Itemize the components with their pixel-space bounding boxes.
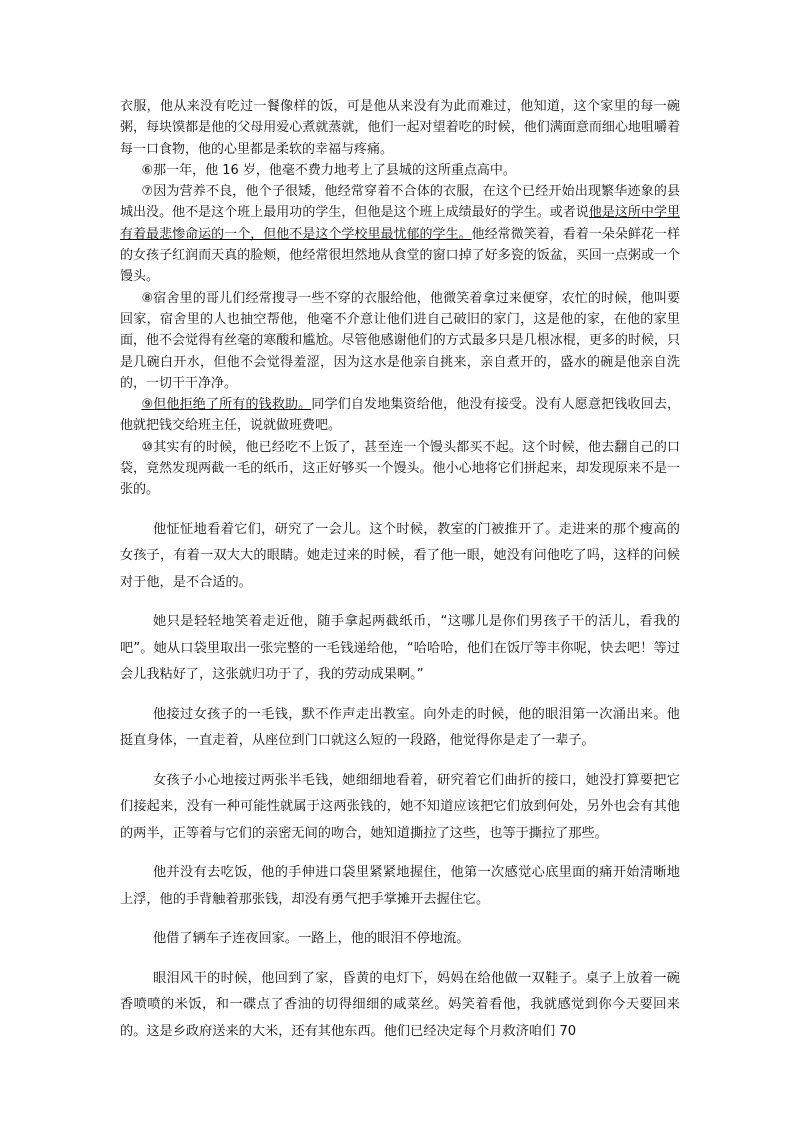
paragraph-lower-7: 眼泪风干的时候，他回到了家，昏黄的电灯下，妈妈在给他做一双鞋子。桌子上放着一碗香喷喷的米饭，和一碟点了香油的切得细细的咸菜丝。妈笑着看他，我就感觉到你今天要回来的。这是乡政府送来的大米，还有其他东西。他们已经决定每个月救济咱们 70 [120, 970, 680, 1039]
paragraph-7-text-b: 他经常微笑着，看着一朵朵鲜花一样的女孩子红润而天真的脸颊，他经常很坦然地从食堂的窗口掉了好多瓷的饭盆，买回一点粥或一个馒头。 [120, 226, 680, 285]
paragraph-7 [120, 181, 680, 287]
paragraph-lower-6: 他借了辆车子连夜回家。一路上，他的眼泪不停地流。 [153, 931, 470, 947]
paragraph-6: ⑥那一年，他 16 岁，他毫不费力地考上了县城的这所重点高中。 [141, 162, 516, 178]
paragraph-lower-1: 他怔怔地看着它们，研究了一会儿。这个时候，教室的门被推开了。走进来的那个瘦高的女孩子，有着一双大大的眼睛。她走过来的时候，看了他一眼，她没有问他吃了吗，这样的问候对于他，是不合适的。 [120, 521, 680, 590]
paragraph-9-underlined: ⑨但他拒绝了所有的钱救助。 [141, 397, 312, 413]
paragraph-7-underlined: 他是这所中学里有着最悲惨命运的一个，但他不是这个学校里最忧郁的学生。 [120, 205, 680, 242]
paragraph-7-text-a: ⑦因为营养不良，他个子很矮，他经常穿着不合体的衣服，在这个已经开始出现繁华迹象的县城出没。他不是这个班上最用功的学生，但他是这个班上成绩最好的学生。或者说 [120, 184, 680, 221]
paragraph-lower-3: 他接过女孩子的一毛钱，默不作声走出教室。向外走的时候，他的眼泪第一次涌出来。他挺直身体，一直走着，从座位到门口就这么短的一段路，他觉得你是走了一辈子。 [120, 706, 680, 749]
paragraph-lower-5: 他并没有去吃饭，他的手伸进口袋里紧紧地握住，他第一次感觉心底里面的痛开始清晰地上浮，他的手背触着那张钱，却没有勇气把手掌摊开去握住它。 [120, 865, 680, 907]
paragraph-8: ⑧宿舍里的哥儿们经常搜寻一些不穿的衣服给他，他微笑着拿过来便穿，农忙的时候，他叫要回家，宿舍里的人也抽空帮他，他毫不介意让他们进自己破旧的家门，这是他的家，在他的家里面，他不会觉得有丝毫的寒酸和尴尬。尽管他感谢他们的方式最多只是几根冰棍，更多的时候，只是几碗白开水，但他不会觉得羞涩，因为这水是他亲自挑来，亲自煮开的，盛水的碗是他亲自洗的，一切干干净净。 [120, 290, 680, 391]
paragraph-9-text: 同学们自发地集资给他，他没有接受。没有人愿意把钱收回去，他就把钱交给班主任，说就做班费吧。 [120, 397, 680, 434]
paragraph-lower-2: 她只是轻轻地笑着走近他，随手拿起两截纸币，“这哪儿是你们男孩子干的活儿，看我的吧”。她从口袋里取出一张完整的一毛钱递给他，“哈哈哈，他们在饭厅等丰你呢，快去吧！等过会儿我粘好了，这张就归功于了，我的劳动成果啊。” [120, 614, 680, 683]
paragraph-9 [120, 394, 680, 437]
story-block-lower [120, 517, 680, 1046]
paragraph-lower-4: 女孩子小心地接过两张半毛钱，她细细地看着，研究着它们曲折的接口，她没打算要把它们接起来，没有一种可能性就属于这两张钱的，她不知道应该把它们放到何处，另外也会有其他的两半，正等着与它们的亲密无间的吻合，她知道撕拉了这些，也等于撕拉了那些。 [120, 772, 680, 841]
document-page [120, 96, 680, 1058]
paragraph-5-continued: 衣服，他从来没有吃过一餐像样的饭，可是他从来没有为此而难过，他知道，这个家里的每一碗粥，每块馍都是他的父母用爱心煮就蒸就，他们一起对望着吃的时候，他们满面意而细心地咀嚼着每一口食物，他的心里都是柔软的幸福与疼痛。 [120, 99, 680, 157]
paragraph-10: ⑩其实有的时候，他已经吃不上饭了，甚至连一个馒头都买不起。这个时候，他去翻自己的口袋，竟然发现两截一毛的纸币，这正好够买一个馒头。他小心地将它们拼起来，却发现原来不是一张的。 [120, 439, 680, 498]
story-block-upper [120, 96, 680, 501]
